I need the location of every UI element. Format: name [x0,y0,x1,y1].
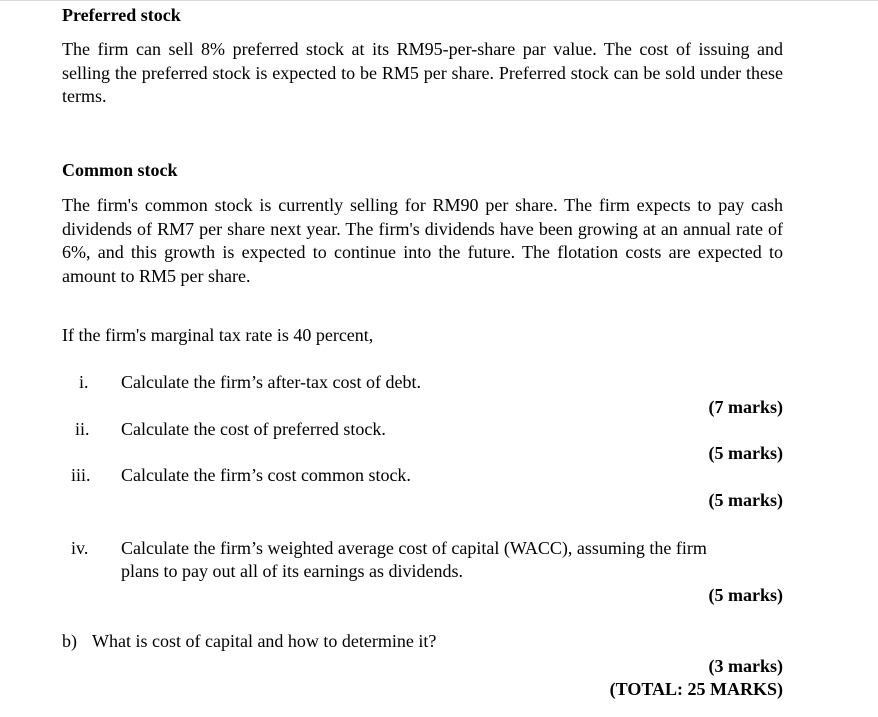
common-stock-paragraph: The firm's common stock is currently selling for RM90 per share. The firm expects to pay cash dividends of RM7 per share next year. The firm's dividends have been growing at an annual rate of 6%, and this growth is expected to continue into the future. The flotation costs are expected to amount to RM5 per share. [62,195,783,286]
question-number: ii. [75,419,90,439]
question-text: Calculate the firm’s after-tax cost of debt. [121,372,422,392]
question-text-line-1: Calculate the firm’s weighted average cost of capital (WACC), assuming the firm [121,538,707,558]
question-marks: (5 marks) [708,443,783,463]
preferred-stock-heading: Preferred stock [62,5,181,25]
question-number: iv. [71,538,89,558]
question-marks: (5 marks) [708,490,783,510]
common-stock-heading: Common stock [62,160,178,180]
question-text: Calculate the cost of preferred stock. [121,419,386,439]
tax-rate-statement: If the firm's marginal tax rate is 40 percent, [62,325,374,345]
part-b-question: What is cost of capital and how to determine it? [92,631,437,651]
question-number: iii. [71,465,91,485]
part-b-marks: (3 marks) [708,656,783,676]
preferred-stock-paragraph: The firm can sell 8% preferred stock at its RM95-per-share par value. The cost of issuing and selling the preferred stock is expected to be RM5 per share. Preferred stock can be sold under these terms. [62,39,783,106]
question-number: i. [79,372,89,392]
page-top-border [0,0,878,1]
question-marks: (5 marks) [708,585,783,605]
question-text: Calculate the firm’s cost common stock. [121,465,411,485]
question-marks: (7 marks) [708,397,783,417]
part-b-label: b) [62,631,77,651]
total-marks: (TOTAL: 25 MARKS) [609,679,783,699]
question-text-line-2: plans to pay out all of its earnings as dividends. [121,561,463,581]
